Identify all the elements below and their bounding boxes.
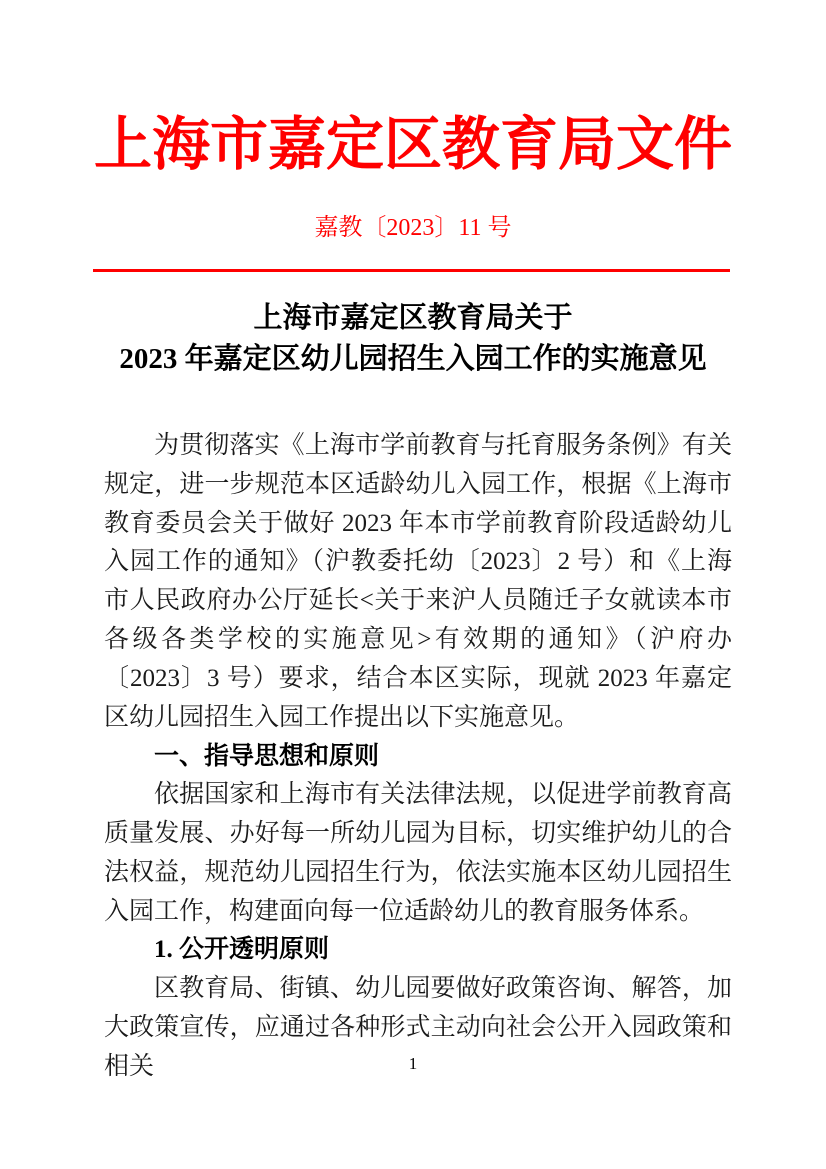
document-body bbox=[104, 427, 732, 1087]
heading-section-1-guiding-principles: 一、指导思想和原则 bbox=[154, 742, 380, 771]
paragraph-intro: 为贯彻落实《上海市学前教育与托育服务条例》有关规定，进一步规范本区适龄幼儿入园工作，根据《上海市教育委员会关于做好 2023 年本市学前教育阶段适龄幼儿入园工作的通知》（沪教委托幼〔2023〕2 号）和《上海市人民政府办公厅延长<关于来沪人员随迁子女就读本市各级各类学校的实施意见>有效期的通知》（沪府办〔2023〕3 号）要求，结合本区实际，现就 2023 年嘉定区幼儿园招生入园工作提出以下实施意见。 bbox=[104, 432, 732, 731]
paragraph-guiding-principles: 依据国家和上海市有关法律法规，以促进学前教育高质量发展、办好每一所幼儿园为目标，切实维护幼儿的合法权益，规范幼儿园招生行为，依法实施本区幼儿园招生入园工作，构建面向每一位适龄幼儿的教育服务体系。 bbox=[104, 781, 732, 925]
page-number: 1 bbox=[408, 1054, 418, 1073]
document-title-line2: 2023 年嘉定区幼儿园招生入园工作的实施意见 bbox=[119, 343, 707, 375]
document-title-line1: 上海市嘉定区教育局关于 bbox=[253, 302, 573, 334]
paragraph-open-transparency: 区教育局、街镇、幼儿园要做好政策咨询、解答，加大政策宣传，应通过各种形式主动向社会公开入园政策和相关 bbox=[104, 975, 732, 1080]
letterhead-divider-rule bbox=[93, 269, 730, 272]
heading-principle-1-open-transparency: 1. 公开透明原则 bbox=[154, 936, 330, 964]
letterhead-issuer-title: 上海市嘉定区教育局文件 bbox=[93, 112, 732, 177]
document-number: 嘉教〔2023〕11 号 bbox=[314, 215, 512, 241]
document-title bbox=[0, 298, 826, 380]
